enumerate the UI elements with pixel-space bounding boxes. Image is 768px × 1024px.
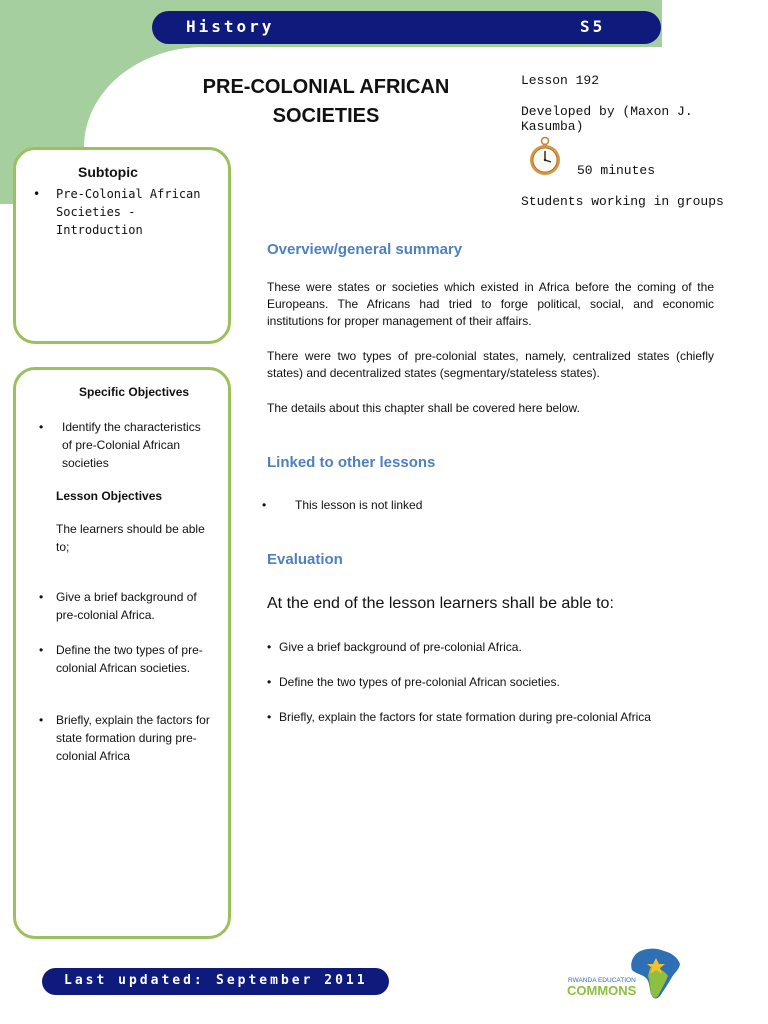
subtopic-title: Subtopic xyxy=(78,164,138,180)
lesson-number: Lesson 192 xyxy=(521,73,600,88)
subject-banner xyxy=(152,11,661,44)
last-updated-banner xyxy=(42,968,389,995)
evaluation-item: Define the two types of pre-colonial African societies. xyxy=(279,675,560,689)
lesson-objective-item: Briefly, explain the factors for state formation during pre-colonial Africa xyxy=(56,713,210,763)
developer-line1: Developed by (Maxon J. xyxy=(521,104,693,119)
page-title xyxy=(196,73,456,131)
evaluation-intro: At the end of the lesson learners shall be able to: xyxy=(267,595,614,612)
overview-paragraph: There were two types of pre-colonial states, namely, centralized states (chiefly states) and decentralized states (segmentary/stateless states). xyxy=(267,349,714,380)
evaluation-heading: Evaluation xyxy=(267,551,343,568)
bullet: • xyxy=(39,643,44,657)
evaluation-item: Give a brief background of pre-colonial Africa. xyxy=(279,640,522,654)
last-updated-label: Last updated: xyxy=(64,973,205,988)
specific-objectives-title: Specific Objectives xyxy=(79,385,190,399)
bullet: • xyxy=(39,590,44,604)
grade-label: S5 xyxy=(580,17,606,36)
page-title-line1: PRE-COLONIAL AFRICAN xyxy=(202,76,450,98)
logo-line2: COMMONS xyxy=(567,983,637,998)
bullet: • xyxy=(262,498,267,512)
linked-item: This lesson is not linked xyxy=(295,498,423,512)
lesson-objectives-title: Lesson Objectives xyxy=(56,489,163,503)
bullet: • xyxy=(267,675,272,689)
lesson-objective-item: Give a brief background of pre-colonial Africa. xyxy=(56,590,197,622)
overview-paragraph: The details about this chapter shall be covered here below. xyxy=(267,401,580,415)
bullet: • xyxy=(267,710,272,724)
lesson-objective-item: Define the two types of pre-colonial African societies. xyxy=(56,643,203,675)
lesson-grouping: Students working in groups xyxy=(521,194,724,209)
logo-line1: RWANDA EDUCATION xyxy=(568,977,636,984)
page-title-line2: SOCIETIES xyxy=(272,105,380,127)
bullet: • xyxy=(39,420,44,434)
last-updated-date: September 2011 xyxy=(216,973,368,988)
evaluation-item: Briefly, explain the factors for state formation during pre-colonial Africa xyxy=(279,710,651,724)
overview-heading: Overview/general summary xyxy=(267,241,463,258)
subject-label: History xyxy=(186,17,275,36)
rwanda-education-commons-logo xyxy=(564,944,684,1002)
subtopic-item: Pre-Colonial African Societies - Introduction xyxy=(56,187,201,237)
lesson-duration: 50 minutes xyxy=(577,163,656,178)
linked-heading: Linked to other lessons xyxy=(267,454,436,471)
pocket-watch-icon xyxy=(528,136,562,176)
lesson-objectives-intro: The learners should be able to; xyxy=(56,522,205,554)
developer-line2: Kasumba) xyxy=(521,119,584,134)
africa-map-icon xyxy=(631,949,680,999)
specific-objective-item: Identify the characteristics of pre-Colonial African societies xyxy=(62,420,201,470)
bullet: • xyxy=(39,713,44,727)
bullet: • xyxy=(267,640,272,654)
bullet: • xyxy=(33,187,41,201)
overview-paragraph: These were states or societies which existed in Africa before the coming of the Europeans. The Africans had tried to forge political, social, and economic institutions for proper management of their affairs. xyxy=(267,280,714,328)
